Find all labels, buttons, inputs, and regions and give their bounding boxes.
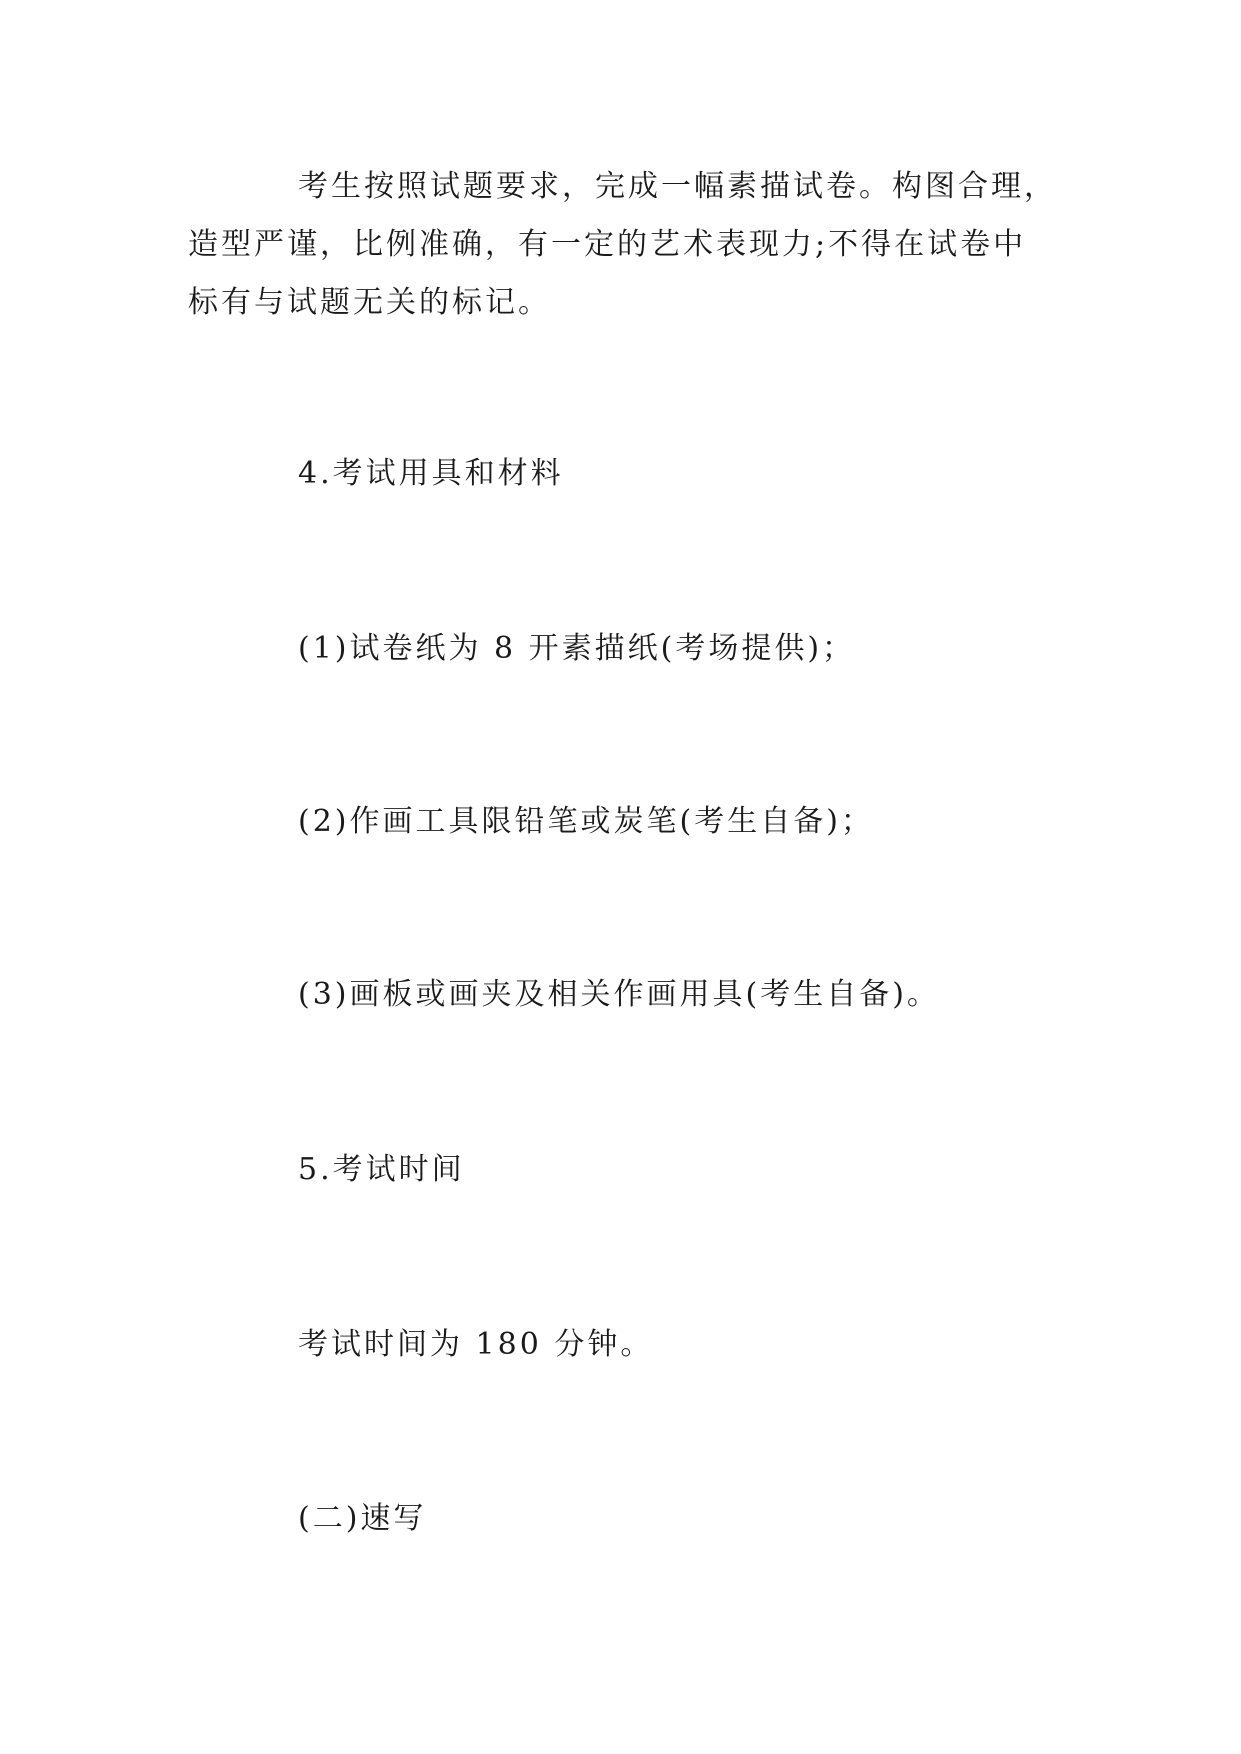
intro-line-3: 标有与试题无关的标记。: [188, 285, 551, 320]
section-5-heading: 5.考试时间: [298, 1152, 465, 1187]
intro-paragraph: [188, 158, 1088, 332]
section-4-item-1: (1)试卷纸为 8 开素描纸(考场提供)；: [298, 631, 856, 666]
section-4-heading: 4.考试用具和材料: [298, 456, 564, 491]
section-b-heading: (二)速写: [298, 1501, 427, 1536]
section-4-item-3: (3)画板或画夹及相关作画用具(考生自备)。: [298, 977, 940, 1012]
section-4-item-2: (2)作画工具限铅笔或炭笔(考生自备)；: [298, 804, 874, 839]
intro-line-2: 造型严谨，比例准确，有一定的艺术表现力;不得在试卷中: [188, 227, 1027, 262]
section-5-text: 考试时间为 180 分钟。: [298, 1327, 654, 1362]
intro-line-1: 考生按照试题要求，完成一幅素描试卷。构图合理，: [298, 169, 1057, 204]
